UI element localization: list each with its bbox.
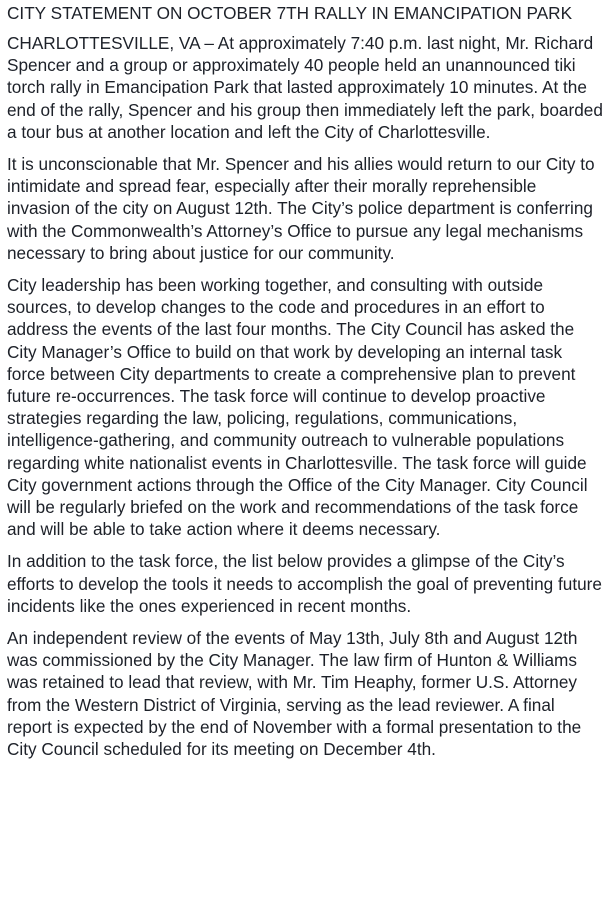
paragraph-city-efforts: In addition to the task force, the list below provides a glimpse of the City’s efforts to develop the tools it needs to accomplish the goal of preventing future incidents like the ones experienced in recent months. bbox=[7, 551, 602, 616]
paragraph-condemnation: It is unconscionable that Mr. Spencer and his allies would return to our City to intimidate and spread fear, especially after their morally reprehensible invasion of the city on August 12th. The City’s police department is conferring with the Commonwealth’s Attorney’s Office to pursue any legal mechanisms necessary to bring about justice for our community. bbox=[7, 154, 595, 263]
paragraph-task-force: City leadership has been working together, and consulting with outside sources, to develop changes to the code and procedures in an effort to address the events of the last four months. The City Council has asked the City Manager’s Office to build on that work by developing an internal task force between City departments to create a comprehensive plan to prevent future re-occurrences. The task force will continue to develop proactive strategies regarding the law, policing, regulations, communications, intelligence-gathering, and community outreach to vulnerable populations regarding white nationalist events in Charlottesville. The task force will guide City government actions through the Office of the City Manager. City Council will be regularly briefed on the work and recommendations of the task force and will be able to take action where it deems necessary. bbox=[7, 275, 588, 540]
paragraph-independent-review: An independent review of the events of May 13th, July 8th and August 12th was commissioned by the City Manager. The law firm of Hunton & Williams was retained to lead that review, with Mr. Tim Heaphy, former U.S. Attorney from the Western District of Virginia, serving as the lead reviewer. A final report is expected by the end of November with a formal presentation to the City Council scheduled for its meeting on December 4th. bbox=[7, 628, 582, 760]
statement-title: CITY STATEMENT ON OCTOBER 7TH RALLY IN EMANCIPATION PARK bbox=[7, 3, 573, 23]
paragraph-rally-summary: CHARLOTTESVILLE, VA – At approximately 7:40 p.m. last night, Mr. Richard Spencer and a group or approximately 40 people held an unannounced tiki torch rally in Emancipation Park that lasted approximately 10 minutes. At the end of the rally, Spencer and his group then immediately left the park, boarded a tour bus at another location and left the City of Charlottesville. bbox=[7, 33, 603, 142]
